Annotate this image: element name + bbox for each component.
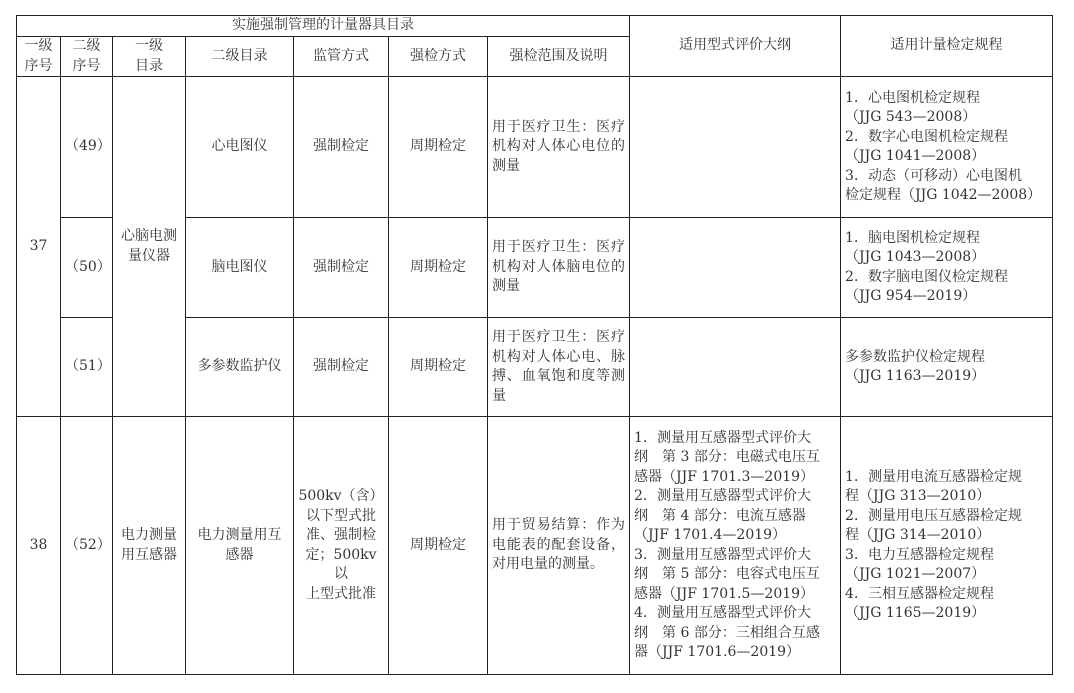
cell-text: 纲 第 4 部分：电流互感器 [634,507,806,524]
cell-text: 感器（JJF 1701.3—2019） [634,468,815,485]
cell-text: （JJF 1701.4—2019） [634,527,787,543]
table-row [17,77,1053,218]
header-text: 序号 [72,57,101,74]
cell-text: （JJG 1163—2019） [845,368,986,384]
type-eval [630,218,841,318]
cell-text: 4．三相互感器检定规程 [845,585,994,602]
cell-text: 用互感器 [121,546,177,563]
type-eval [630,77,841,218]
level1-category [113,417,186,675]
cell-text: （JJG 1165—2019） [845,605,986,621]
verification [841,218,1053,318]
header-level1-cat [113,37,186,77]
cell-text: 程（JJG 313—2010） [845,488,991,504]
verification [841,77,1053,218]
level2-category: 脑电图仪 [186,218,294,318]
type-eval [630,417,841,675]
scope: 用于医疗卫生：医疗机构对人体心电位的测量 [488,77,630,218]
cell-text: 感器（JJF 1701.5—2019） [634,585,815,602]
header-type-eval: 适用型式评价大纲 [630,16,841,77]
cell-text: 电力测量用互 [197,527,282,543]
scope: 用于贸易结算：作为电能表的配套设备，对用电量的测量。 [488,417,630,675]
header-inspection: 强检方式 [389,37,488,77]
header-level2-cat: 二级目录 [186,37,294,77]
cell-text: 1．测量用电流互感器检定规 [845,468,1022,485]
level1-no: 38 [17,417,61,675]
level2-category: 多参数监护仪 [186,318,294,417]
header-level2-no [61,37,113,77]
cell-text: 2．数字脑电图仪检定规程 [845,268,1008,285]
cell-text: 定；500kv 以 [305,546,377,582]
cell-text: 纲 第 6 部分：三相组合互感 [634,624,820,641]
scope: 用于医疗卫生：医疗机构对人体心电、脉搏、血氧饱和度等测量 [488,318,630,417]
supervision: 强制检定 [294,318,389,417]
header-text: 序号 [24,57,53,74]
level2-no: （52） [61,417,113,675]
cell-text: （JJG 1041—2008） [845,148,986,164]
type-eval [630,318,841,417]
verification [841,318,1053,417]
cell-text: 500kv（含） [298,488,384,504]
header-scope: 强检范围及说明 [488,37,630,77]
cell-text: 程（JJG 314—2010） [845,527,991,543]
scope: 用于医疗卫生：医疗机构对人体脑电位的测量 [488,218,630,318]
supervision: 强制检定 [294,77,389,218]
cell-text: 纲 第 5 部分：电容式电压互 [634,566,820,582]
table-caption: 实施强制管理的计量器具目录 [17,16,630,37]
level1-category [113,77,186,417]
level2-no: （49） [61,77,113,218]
cell-text: 1．心电图机检定规程 [845,89,980,106]
cell-text: 3．动态（可移动）心电图机 [845,167,1022,184]
table-row [17,417,1053,675]
inspection: 周期检定 [389,417,488,675]
cell-text: 1．脑电图机检定规程 [845,229,980,246]
level2-no: （50） [61,218,113,318]
inspection: 周期检定 [389,77,488,218]
supervision: 强制检定 [294,218,389,318]
caption-row [17,16,1053,37]
header-text: 二级 [72,38,101,54]
header-text: 一级 [24,38,53,54]
cell-text: （JJG 1043—2008） [845,249,986,265]
cell-text: （JJG 954—2019） [845,288,977,304]
cell-text: 3．测量用互感器型式评价大 [634,546,811,563]
cell-text: 电力测量 [121,527,177,543]
cell-text: 3．电力互感器检定规程 [845,546,994,563]
header-text: 一级 [135,38,163,54]
header-supervision: 监管方式 [294,37,389,77]
cell-text: 量仪器 [128,247,170,264]
inspection: 周期检定 [389,218,488,318]
header-level1-no [17,37,61,77]
cell-text: 上型式批准 [306,585,376,602]
inspection: 周期检定 [389,318,488,417]
cell-text: 感器 [225,546,254,563]
cell-text: 检定规程（JJG 1042—2008） [845,187,1042,203]
level2-category [186,417,294,675]
cell-text: 2．测量用互感器型式评价大 [634,488,811,504]
header-text: 目录 [135,57,163,74]
cell-text: （JJG 543—2008） [845,109,977,125]
cell-text: 1．测量用互感器型式评价大 [634,429,811,446]
metrology-catalog-table [16,15,1053,675]
cell-text: 多参数监护仪检定规程 [845,348,986,365]
header-verification: 适用计量检定规程 [841,16,1053,77]
cell-text: 心脑电测 [121,228,177,244]
supervision [294,417,389,675]
cell-text: 器（JJF 1701.6—2019） [634,644,801,660]
level2-category: 心电图仪 [186,77,294,218]
cell-text: 准、强制检 [306,527,376,543]
level1-no: 37 [17,77,61,417]
cell-text: 以下型式批 [306,507,376,524]
cell-text: 2．数字心电图机检定规程 [845,128,1008,145]
cell-text: （JJG 1021—2007） [845,566,986,582]
verification [841,417,1053,675]
level2-no: （51） [61,318,113,417]
cell-text: 纲 第 3 部分：电磁式电压互 [634,449,820,465]
cell-text: 4．测量用互感器型式评价大 [634,605,811,621]
cell-text: 2．测量用电压互感器检定规 [845,507,1022,524]
